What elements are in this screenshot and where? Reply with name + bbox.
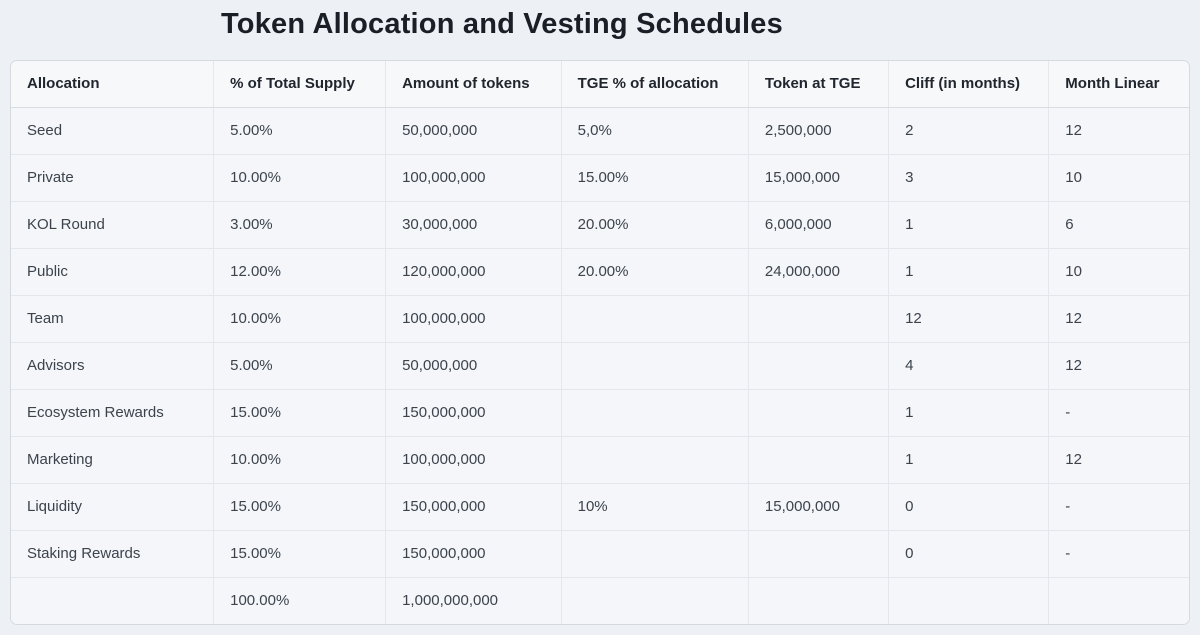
- cell-token-at-tge: [748, 531, 888, 578]
- table-header: [11, 61, 1189, 108]
- cell-month-linear: 12: [1049, 343, 1189, 390]
- cell-amount-of-tokens: 150,000,000: [386, 484, 562, 531]
- cell-tge-pct-of-allocation: [561, 578, 748, 625]
- cell-tge-pct-of-allocation: [561, 390, 748, 437]
- cell-allocation: Public: [11, 249, 214, 296]
- table-row: [11, 108, 1189, 155]
- cell-amount-of-tokens: 30,000,000: [386, 202, 562, 249]
- column-header-tge-pct-of-allocation: TGE % of allocation: [561, 61, 748, 108]
- cell-amount-of-tokens: 1,000,000,000: [386, 578, 562, 625]
- column-header-cliff-in-months: Cliff (in months): [889, 61, 1049, 108]
- cell-tge-pct-of-allocation: [561, 296, 748, 343]
- cell-tge-pct-of-allocation: 5,0%: [561, 108, 748, 155]
- cell-pct-of-total-supply: 5.00%: [214, 343, 386, 390]
- table-row: [11, 484, 1189, 531]
- cell-cliff-in-months: 1: [889, 249, 1049, 296]
- cell-token-at-tge: 2,500,000: [748, 108, 888, 155]
- cell-allocation: [11, 578, 214, 625]
- cell-month-linear: -: [1049, 484, 1189, 531]
- column-header-month-linear: Month Linear: [1049, 61, 1189, 108]
- cell-pct-of-total-supply: 10.00%: [214, 155, 386, 202]
- cell-tge-pct-of-allocation: 20.00%: [561, 249, 748, 296]
- cell-month-linear: [1049, 578, 1189, 625]
- cell-allocation: Liquidity: [11, 484, 214, 531]
- cell-tge-pct-of-allocation: 10%: [561, 484, 748, 531]
- title-bar: [0, 0, 1200, 42]
- cell-amount-of-tokens: 50,000,000: [386, 108, 562, 155]
- cell-amount-of-tokens: 100,000,000: [386, 296, 562, 343]
- table-row: [11, 202, 1189, 249]
- cell-amount-of-tokens: 100,000,000: [386, 437, 562, 484]
- cell-pct-of-total-supply: 10.00%: [214, 437, 386, 484]
- cell-cliff-in-months: 12: [889, 296, 1049, 343]
- cell-pct-of-total-supply: 15.00%: [214, 484, 386, 531]
- table-row: [11, 437, 1189, 484]
- cell-token-at-tge: 24,000,000: [748, 249, 888, 296]
- table-row: [11, 155, 1189, 202]
- cell-token-at-tge: [748, 437, 888, 484]
- cell-tge-pct-of-allocation: 20.00%: [561, 202, 748, 249]
- cell-month-linear: 6: [1049, 202, 1189, 249]
- cell-cliff-in-months: 3: [889, 155, 1049, 202]
- cell-cliff-in-months: 2: [889, 108, 1049, 155]
- cell-month-linear: 10: [1049, 155, 1189, 202]
- cell-allocation: KOL Round: [11, 202, 214, 249]
- cell-amount-of-tokens: 150,000,000: [386, 390, 562, 437]
- cell-pct-of-total-supply: 12.00%: [214, 249, 386, 296]
- cell-token-at-tge: [748, 343, 888, 390]
- cell-cliff-in-months: 1: [889, 437, 1049, 484]
- cell-token-at-tge: [748, 296, 888, 343]
- cell-amount-of-tokens: 150,000,000: [386, 531, 562, 578]
- cell-month-linear: 12: [1049, 437, 1189, 484]
- cell-tge-pct-of-allocation: [561, 343, 748, 390]
- column-header-token-at-tge: Token at TGE: [748, 61, 888, 108]
- cell-tge-pct-of-allocation: 15.00%: [561, 155, 748, 202]
- cell-cliff-in-months: 4: [889, 343, 1049, 390]
- cell-allocation: Seed: [11, 108, 214, 155]
- cell-cliff-in-months: 0: [889, 484, 1049, 531]
- cell-pct-of-total-supply: 5.00%: [214, 108, 386, 155]
- cell-token-at-tge: 6,000,000: [748, 202, 888, 249]
- column-header-amount-of-tokens: Amount of tokens: [386, 61, 562, 108]
- cell-month-linear: 12: [1049, 296, 1189, 343]
- cell-token-at-tge: [748, 578, 888, 625]
- cell-tge-pct-of-allocation: [561, 531, 748, 578]
- cell-month-linear: -: [1049, 531, 1189, 578]
- cell-cliff-in-months: 0: [889, 531, 1049, 578]
- cell-pct-of-total-supply: 3.00%: [214, 202, 386, 249]
- column-header-allocation: Allocation: [11, 61, 214, 108]
- table-row: [11, 578, 1189, 625]
- cell-cliff-in-months: 1: [889, 390, 1049, 437]
- cell-token-at-tge: 15,000,000: [748, 484, 888, 531]
- table-row: [11, 531, 1189, 578]
- column-header-pct-of-total-supply: % of Total Supply: [214, 61, 386, 108]
- table-body: [11, 108, 1189, 625]
- cell-allocation: Private: [11, 155, 214, 202]
- table-row: [11, 296, 1189, 343]
- cell-allocation: Marketing: [11, 437, 214, 484]
- cell-pct-of-total-supply: 15.00%: [214, 390, 386, 437]
- cell-tge-pct-of-allocation: [561, 437, 748, 484]
- table-row: [11, 343, 1189, 390]
- cell-pct-of-total-supply: 10.00%: [214, 296, 386, 343]
- cell-allocation: Staking Rewards: [11, 531, 214, 578]
- table-row: [11, 390, 1189, 437]
- cell-allocation: Advisors: [11, 343, 214, 390]
- allocation-table: [11, 61, 1189, 624]
- cell-allocation: Ecosystem Rewards: [11, 390, 214, 437]
- header-row: [11, 61, 1189, 108]
- page-title: Token Allocation and Vesting Schedules: [221, 8, 783, 40]
- allocation-table-container: [10, 60, 1190, 625]
- cell-cliff-in-months: [889, 578, 1049, 625]
- cell-pct-of-total-supply: 100.00%: [214, 578, 386, 625]
- cell-month-linear: -: [1049, 390, 1189, 437]
- table-row: [11, 249, 1189, 296]
- cell-cliff-in-months: 1: [889, 202, 1049, 249]
- cell-allocation: Team: [11, 296, 214, 343]
- cell-pct-of-total-supply: 15.00%: [214, 531, 386, 578]
- cell-amount-of-tokens: 50,000,000: [386, 343, 562, 390]
- cell-amount-of-tokens: 100,000,000: [386, 155, 562, 202]
- cell-amount-of-tokens: 120,000,000: [386, 249, 562, 296]
- cell-token-at-tge: [748, 390, 888, 437]
- cell-token-at-tge: 15,000,000: [748, 155, 888, 202]
- cell-month-linear: 10: [1049, 249, 1189, 296]
- cell-month-linear: 12: [1049, 108, 1189, 155]
